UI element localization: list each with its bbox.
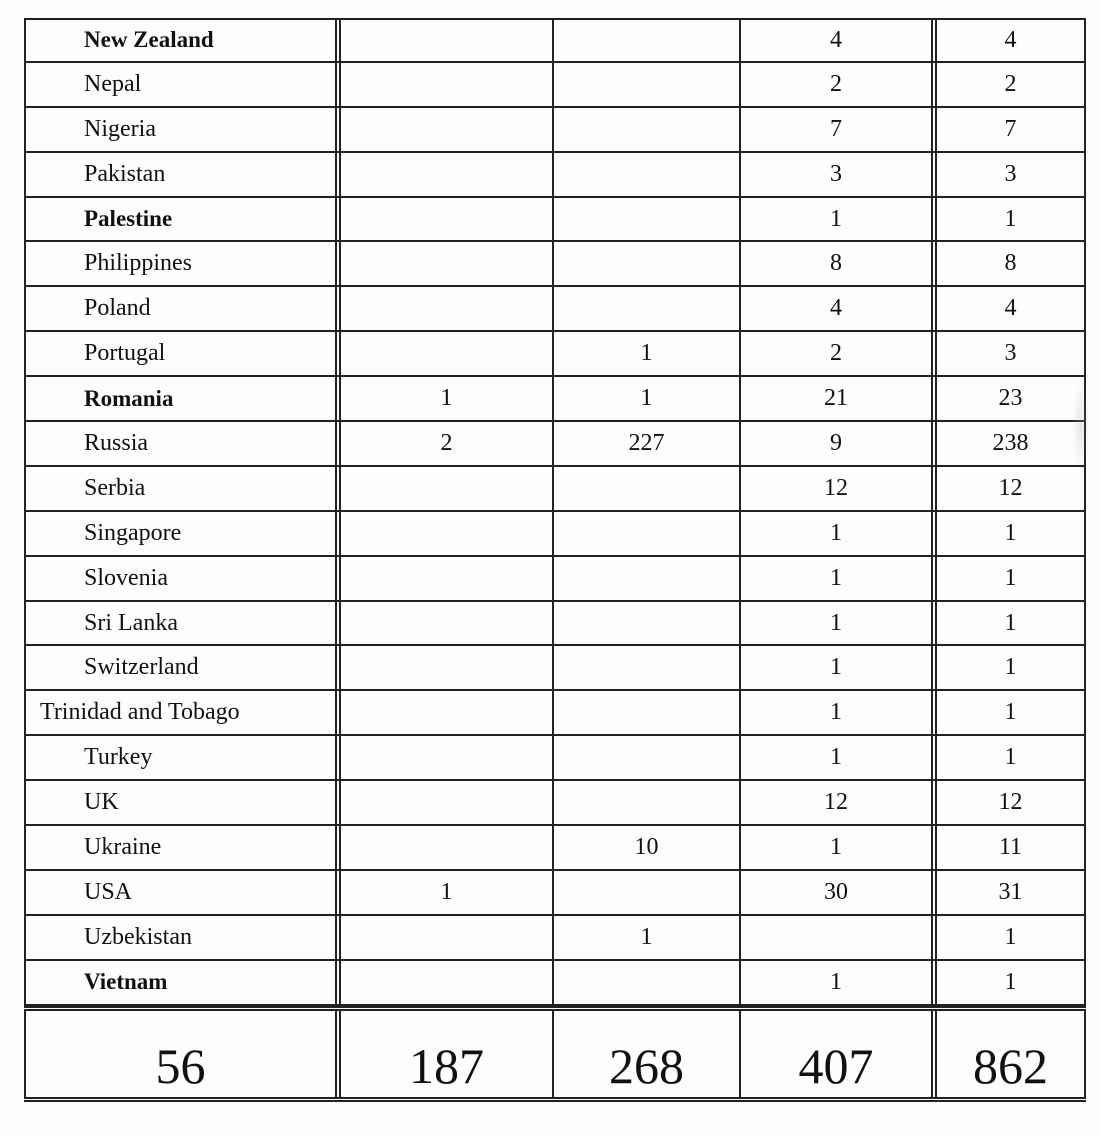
value-cell-2 bbox=[554, 467, 741, 510]
total-col-2: 268 bbox=[554, 1011, 741, 1097]
value-cell-2 bbox=[554, 108, 741, 151]
table-row bbox=[24, 242, 1086, 287]
row-total-cell: 23 bbox=[937, 377, 1086, 420]
value-cell-1 bbox=[341, 736, 554, 779]
table-row bbox=[24, 153, 1086, 198]
country-cell: Trinidad and Tobago bbox=[24, 691, 341, 734]
total-col-1: 187 bbox=[341, 1011, 554, 1097]
value-cell-1 bbox=[341, 332, 554, 375]
value-cell-3: 7 bbox=[741, 108, 937, 151]
row-total-cell: 7 bbox=[937, 108, 1086, 151]
value-cell-2 bbox=[554, 557, 741, 600]
table-body bbox=[24, 18, 1086, 1006]
row-total-cell: 1 bbox=[937, 736, 1086, 779]
country-cell: Serbia bbox=[24, 467, 341, 510]
value-cell-3: 1 bbox=[741, 557, 937, 600]
value-cell-2 bbox=[554, 691, 741, 734]
value-cell-3: 1 bbox=[741, 198, 937, 241]
table-row bbox=[24, 916, 1086, 961]
row-total-cell: 31 bbox=[937, 871, 1086, 914]
value-cell-3: 12 bbox=[741, 467, 937, 510]
country-cell: New Zealand bbox=[24, 20, 341, 61]
value-cell-1 bbox=[341, 108, 554, 151]
value-cell-2 bbox=[554, 512, 741, 555]
row-total-cell: 3 bbox=[937, 332, 1086, 375]
value-cell-3: 21 bbox=[741, 377, 937, 420]
value-cell-3: 1 bbox=[741, 646, 937, 689]
value-cell-1 bbox=[341, 512, 554, 555]
table-row bbox=[24, 646, 1086, 691]
value-cell-1 bbox=[341, 557, 554, 600]
table-row bbox=[24, 961, 1086, 1006]
row-total-cell: 11 bbox=[937, 826, 1086, 869]
row-total-cell: 1 bbox=[937, 646, 1086, 689]
table-row bbox=[24, 512, 1086, 557]
value-cell-1 bbox=[341, 916, 554, 959]
row-total-cell: 4 bbox=[937, 287, 1086, 330]
value-cell-2: 10 bbox=[554, 826, 741, 869]
value-cell-3: 1 bbox=[741, 826, 937, 869]
total-col-4: 862 bbox=[937, 1011, 1086, 1097]
total-col-3: 407 bbox=[741, 1011, 937, 1097]
country-cell: Philippines bbox=[24, 242, 341, 285]
value-cell-1 bbox=[341, 602, 554, 645]
country-cell: Nepal bbox=[24, 63, 341, 106]
country-cell: UK bbox=[24, 781, 341, 824]
value-cell-3: 1 bbox=[741, 602, 937, 645]
country-cell: Romania bbox=[24, 377, 341, 420]
value-cell-2: 227 bbox=[554, 422, 741, 465]
value-cell-1 bbox=[341, 242, 554, 285]
value-cell-3: 2 bbox=[741, 332, 937, 375]
value-cell-3: 4 bbox=[741, 20, 937, 61]
table-row bbox=[24, 287, 1086, 332]
table-row bbox=[24, 377, 1086, 422]
country-cell: Poland bbox=[24, 287, 341, 330]
value-cell-2 bbox=[554, 198, 741, 241]
country-cell: Palestine bbox=[24, 198, 341, 241]
country-cell: Vietnam bbox=[24, 961, 341, 1004]
value-cell-3: 12 bbox=[741, 781, 937, 824]
country-count-table bbox=[24, 18, 1086, 1102]
value-cell-1 bbox=[341, 20, 554, 61]
row-total-cell: 1 bbox=[937, 961, 1086, 1004]
value-cell-2 bbox=[554, 242, 741, 285]
totals-row bbox=[24, 1006, 1086, 1102]
value-cell-2 bbox=[554, 287, 741, 330]
value-cell-2 bbox=[554, 736, 741, 779]
table-row bbox=[24, 826, 1086, 871]
row-total-cell: 1 bbox=[937, 512, 1086, 555]
table-row bbox=[24, 467, 1086, 512]
value-cell-2 bbox=[554, 781, 741, 824]
row-total-cell: 2 bbox=[937, 63, 1086, 106]
country-cell: Portugal bbox=[24, 332, 341, 375]
value-cell-1 bbox=[341, 153, 554, 196]
value-cell-2: 1 bbox=[554, 332, 741, 375]
value-cell-2 bbox=[554, 961, 741, 1004]
country-cell: Slovenia bbox=[24, 557, 341, 600]
row-total-cell: 1 bbox=[937, 557, 1086, 600]
value-cell-2: 1 bbox=[554, 377, 741, 420]
row-total-cell: 12 bbox=[937, 467, 1086, 510]
value-cell-1: 1 bbox=[341, 377, 554, 420]
value-cell-2 bbox=[554, 871, 741, 914]
value-cell-3: 1 bbox=[741, 961, 937, 1004]
value-cell-1 bbox=[341, 646, 554, 689]
table-row bbox=[24, 557, 1086, 602]
value-cell-3: 1 bbox=[741, 691, 937, 734]
value-cell-1 bbox=[341, 826, 554, 869]
total-col-0: 56 bbox=[24, 1011, 341, 1097]
country-cell: Nigeria bbox=[24, 108, 341, 151]
country-cell: Singapore bbox=[24, 512, 341, 555]
table-row bbox=[24, 332, 1086, 377]
value-cell-1 bbox=[341, 287, 554, 330]
row-total-cell: 3 bbox=[937, 153, 1086, 196]
country-cell: Russia bbox=[24, 422, 341, 465]
value-cell-3: 2 bbox=[741, 63, 937, 106]
row-total-cell: 8 bbox=[937, 242, 1086, 285]
table-row bbox=[24, 108, 1086, 153]
table-row bbox=[24, 198, 1086, 243]
row-total-cell: 1 bbox=[937, 691, 1086, 734]
row-total-cell: 238 bbox=[937, 422, 1086, 465]
country-cell: Ukraine bbox=[24, 826, 341, 869]
country-cell: Sri Lanka bbox=[24, 602, 341, 645]
value-cell-1 bbox=[341, 781, 554, 824]
row-total-cell: 1 bbox=[937, 198, 1086, 241]
row-total-cell: 12 bbox=[937, 781, 1086, 824]
value-cell-3 bbox=[741, 916, 937, 959]
table-row bbox=[24, 736, 1086, 781]
value-cell-3: 9 bbox=[741, 422, 937, 465]
country-cell: Switzerland bbox=[24, 646, 341, 689]
value-cell-3: 3 bbox=[741, 153, 937, 196]
table-row bbox=[24, 63, 1086, 108]
table-row bbox=[24, 18, 1086, 63]
value-cell-3: 8 bbox=[741, 242, 937, 285]
row-total-cell: 4 bbox=[937, 20, 1086, 61]
country-cell: Turkey bbox=[24, 736, 341, 779]
country-cell: Pakistan bbox=[24, 153, 341, 196]
value-cell-3: 4 bbox=[741, 287, 937, 330]
value-cell-2: 1 bbox=[554, 916, 741, 959]
value-cell-2 bbox=[554, 63, 741, 106]
value-cell-2 bbox=[554, 646, 741, 689]
value-cell-2 bbox=[554, 153, 741, 196]
row-total-cell: 1 bbox=[937, 916, 1086, 959]
value-cell-1 bbox=[341, 961, 554, 1004]
value-cell-1 bbox=[341, 691, 554, 734]
value-cell-3: 1 bbox=[741, 736, 937, 779]
table-row bbox=[24, 602, 1086, 647]
country-cell: USA bbox=[24, 871, 341, 914]
table-row bbox=[24, 691, 1086, 736]
scan-smudge bbox=[1072, 380, 1090, 470]
row-total-cell: 1 bbox=[937, 602, 1086, 645]
country-cell: Uzbekistan bbox=[24, 916, 341, 959]
value-cell-2 bbox=[554, 602, 741, 645]
value-cell-1 bbox=[341, 198, 554, 241]
value-cell-3: 30 bbox=[741, 871, 937, 914]
table-row bbox=[24, 871, 1086, 916]
value-cell-1 bbox=[341, 467, 554, 510]
value-cell-1: 2 bbox=[341, 422, 554, 465]
value-cell-3: 1 bbox=[741, 512, 937, 555]
value-cell-1 bbox=[341, 63, 554, 106]
value-cell-2 bbox=[554, 20, 741, 61]
table-row bbox=[24, 422, 1086, 467]
table-row bbox=[24, 781, 1086, 826]
value-cell-1: 1 bbox=[341, 871, 554, 914]
